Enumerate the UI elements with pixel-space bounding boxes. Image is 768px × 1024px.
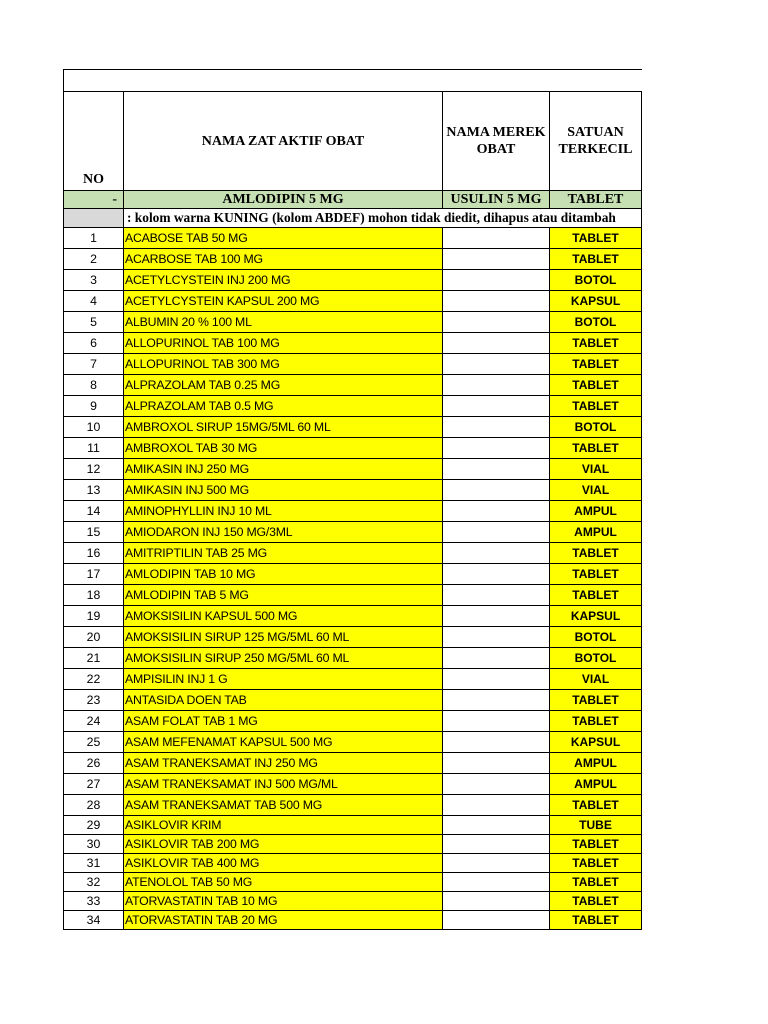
drug-name-cell[interactable]: ACABOSE TAB 50 MG bbox=[124, 228, 443, 249]
brand-name-cell[interactable] bbox=[443, 690, 550, 711]
table-row bbox=[64, 501, 642, 522]
unit-cell[interactable]: TABLET bbox=[550, 873, 642, 892]
unit-cell[interactable]: TABLET bbox=[550, 854, 642, 873]
brand-name-cell[interactable] bbox=[443, 333, 550, 354]
unit-cell[interactable]: BOTOL bbox=[550, 270, 642, 291]
table-row bbox=[64, 564, 642, 585]
brand-name-cell[interactable] bbox=[443, 648, 550, 669]
brand-name-cell[interactable] bbox=[443, 892, 550, 911]
drug-name-cell[interactable]: AMITRIPTILIN TAB 25 MG bbox=[124, 543, 443, 564]
row-number[interactable]: 6 bbox=[64, 333, 124, 354]
unit-cell[interactable]: TABLET bbox=[550, 911, 642, 930]
unit-cell[interactable]: KAPSUL bbox=[550, 291, 642, 312]
table-row bbox=[64, 911, 642, 930]
row-number[interactable]: 22 bbox=[64, 669, 124, 690]
drug-name-cell[interactable]: ASAM TRANEKSAMAT INJ 250 MG bbox=[124, 753, 443, 774]
brand-name-cell[interactable] bbox=[443, 438, 550, 459]
table-row bbox=[64, 438, 642, 459]
row-number[interactable]: 23 bbox=[64, 690, 124, 711]
row-number[interactable]: 3 bbox=[64, 270, 124, 291]
table-row bbox=[64, 522, 642, 543]
header-row bbox=[64, 92, 642, 191]
table-row bbox=[64, 270, 642, 291]
drug-name-cell[interactable]: ASIKLOVIR TAB 200 MG bbox=[124, 835, 443, 854]
brand-name-cell[interactable] bbox=[443, 585, 550, 606]
brand-name-cell[interactable] bbox=[443, 774, 550, 795]
row-number[interactable]: 15 bbox=[64, 522, 124, 543]
row-number[interactable]: 10 bbox=[64, 417, 124, 438]
row-number[interactable]: 7 bbox=[64, 354, 124, 375]
table-row bbox=[64, 732, 642, 753]
brand-name-cell[interactable] bbox=[443, 312, 550, 333]
drug-name-cell[interactable]: AMINOPHYLLIN INJ 10 ML bbox=[124, 501, 443, 522]
row-number[interactable]: 14 bbox=[64, 501, 124, 522]
row-number[interactable]: 16 bbox=[64, 543, 124, 564]
drug-name-cell[interactable]: ALPRAZOLAM TAB 0.25 MG bbox=[124, 375, 443, 396]
row-number[interactable]: 28 bbox=[64, 795, 124, 816]
drug-name-cell[interactable]: ALLOPURINOL TAB 100 MG bbox=[124, 333, 443, 354]
brand-name-cell[interactable] bbox=[443, 873, 550, 892]
table-row bbox=[64, 585, 642, 606]
table-row bbox=[64, 873, 642, 892]
drug-name-cell[interactable]: ALBUMIN 20 % 100 ML bbox=[124, 312, 443, 333]
brand-name-cell[interactable] bbox=[443, 732, 550, 753]
row-number[interactable]: 26 bbox=[64, 753, 124, 774]
table-row bbox=[64, 606, 642, 627]
brand-name-cell[interactable] bbox=[443, 228, 550, 249]
unit-cell[interactable]: VIAL bbox=[550, 459, 642, 480]
table-row bbox=[64, 711, 642, 732]
drug-name-cell[interactable]: ASAM TRANEKSAMAT INJ 500 MG/ML bbox=[124, 774, 443, 795]
unit-cell[interactable]: KAPSUL bbox=[550, 732, 642, 753]
row-number[interactable]: 13 bbox=[64, 480, 124, 501]
row-number[interactable]: 29 bbox=[64, 816, 124, 835]
drug-name-cell[interactable]: ATENOLOL TAB 50 MG bbox=[124, 873, 443, 892]
brand-name-cell[interactable] bbox=[443, 354, 550, 375]
row-number[interactable]: 27 bbox=[64, 774, 124, 795]
unit-cell[interactable]: TABLET bbox=[550, 354, 642, 375]
unit-cell[interactable]: BOTOL bbox=[550, 627, 642, 648]
header-brand[interactable]: NAMA MEREK OBAT bbox=[443, 92, 550, 191]
unit-cell[interactable]: TABLET bbox=[550, 333, 642, 354]
table-row bbox=[64, 312, 642, 333]
unit-cell[interactable]: TABLET bbox=[550, 892, 642, 911]
table-row bbox=[64, 835, 642, 854]
unit-cell[interactable]: VIAL bbox=[550, 480, 642, 501]
unit-cell[interactable]: VIAL bbox=[550, 669, 642, 690]
unit-cell[interactable]: TABLET bbox=[550, 543, 642, 564]
table-row bbox=[64, 396, 642, 417]
table-row bbox=[64, 753, 642, 774]
row-number[interactable]: 18 bbox=[64, 585, 124, 606]
example-brand[interactable]: USULIN 5 MG bbox=[443, 191, 550, 209]
brand-name-cell[interactable] bbox=[443, 669, 550, 690]
row-number[interactable]: 2 bbox=[64, 249, 124, 270]
row-number[interactable]: 20 bbox=[64, 627, 124, 648]
row-number[interactable]: 33 bbox=[64, 892, 124, 911]
brand-name-cell[interactable] bbox=[443, 911, 550, 930]
drug-name-cell[interactable]: AMIKASIN INJ 500 MG bbox=[124, 480, 443, 501]
table-row bbox=[64, 690, 642, 711]
row-number[interactable]: 34 bbox=[64, 911, 124, 930]
example-name[interactable]: AMLODIPIN 5 MG bbox=[124, 191, 443, 209]
unit-cell[interactable]: TABLET bbox=[550, 228, 642, 249]
unit-cell[interactable]: TABLET bbox=[550, 396, 642, 417]
unit-cell[interactable]: TABLET bbox=[550, 585, 642, 606]
table-row bbox=[64, 854, 642, 873]
table-row bbox=[64, 354, 642, 375]
brand-name-cell[interactable] bbox=[443, 375, 550, 396]
drug-name-cell[interactable]: AMBROXOL TAB 30 MG bbox=[124, 438, 443, 459]
brand-name-cell[interactable] bbox=[443, 459, 550, 480]
row-number[interactable]: 9 bbox=[64, 396, 124, 417]
unit-cell[interactable]: AMPUL bbox=[550, 774, 642, 795]
unit-cell[interactable]: TABLET bbox=[550, 690, 642, 711]
row-number[interactable]: 19 bbox=[64, 606, 124, 627]
drug-name-cell[interactable]: ASIKLOVIR TAB 400 MG bbox=[124, 854, 443, 873]
brand-name-cell[interactable] bbox=[443, 417, 550, 438]
table-row bbox=[64, 892, 642, 911]
brand-name-cell[interactable] bbox=[443, 854, 550, 873]
table-row bbox=[64, 543, 642, 564]
unit-cell[interactable]: BOTOL bbox=[550, 648, 642, 669]
drug-name-cell[interactable]: ACETYLCYSTEIN KAPSUL 200 MG bbox=[124, 291, 443, 312]
table-row bbox=[64, 774, 642, 795]
unit-cell[interactable]: BOTOL bbox=[550, 417, 642, 438]
brand-name-cell[interactable] bbox=[443, 396, 550, 417]
row-number[interactable]: 11 bbox=[64, 438, 124, 459]
unit-cell[interactable]: TABLET bbox=[550, 249, 642, 270]
table-row bbox=[64, 459, 642, 480]
table-row bbox=[64, 627, 642, 648]
note-text[interactable]: : kolom warna KUNING (kolom ABDEF) mohon tidak diedit, dihapus atau ditambah bbox=[124, 209, 642, 228]
drug-name-cell[interactable]: ATORVASTATIN TAB 20 MG bbox=[124, 911, 443, 930]
drug-name-cell[interactable]: AMOKSISILIN KAPSUL 500 MG bbox=[124, 606, 443, 627]
drug-name-cell[interactable]: AMLODIPIN TAB 10 MG bbox=[124, 564, 443, 585]
brand-name-cell[interactable] bbox=[443, 627, 550, 648]
note-color-swatch[interactable] bbox=[64, 209, 124, 228]
row-number[interactable]: 32 bbox=[64, 873, 124, 892]
spreadsheet bbox=[63, 69, 641, 930]
drug-name-cell[interactable]: AMOKSISILIN SIRUP 125 MG/5ML 60 ML bbox=[124, 627, 443, 648]
row-number[interactable]: 12 bbox=[64, 459, 124, 480]
table-row bbox=[64, 816, 642, 835]
drug-name-cell[interactable]: AMIKASIN INJ 250 MG bbox=[124, 459, 443, 480]
drug-name-cell[interactable]: ALLOPURINOL TAB 300 MG bbox=[124, 354, 443, 375]
unit-cell[interactable]: TABLET bbox=[550, 835, 642, 854]
row-number[interactable]: 1 bbox=[64, 228, 124, 249]
row-number[interactable]: 4 bbox=[64, 291, 124, 312]
row-number[interactable]: 25 bbox=[64, 732, 124, 753]
table-row bbox=[64, 291, 642, 312]
brand-name-cell[interactable] bbox=[443, 564, 550, 585]
row-number[interactable]: 24 bbox=[64, 711, 124, 732]
unit-cell[interactable]: TABLET bbox=[550, 711, 642, 732]
brand-name-cell[interactable] bbox=[443, 795, 550, 816]
drug-name-cell[interactable]: ATORVASTATIN TAB 10 MG bbox=[124, 892, 443, 911]
row-number[interactable]: 21 bbox=[64, 648, 124, 669]
header-no[interactable]: NO bbox=[64, 92, 124, 191]
brand-name-cell[interactable] bbox=[443, 522, 550, 543]
table-row bbox=[64, 648, 642, 669]
row-number[interactable]: 8 bbox=[64, 375, 124, 396]
drug-name-cell[interactable]: AMIODARON INJ 150 MG/3ML bbox=[124, 522, 443, 543]
unit-cell[interactable]: BOTOL bbox=[550, 312, 642, 333]
brand-name-cell[interactable] bbox=[443, 835, 550, 854]
drug-name-cell[interactable]: AMBROXOL SIRUP 15MG/5ML 60 ML bbox=[124, 417, 443, 438]
unit-cell[interactable]: KAPSUL bbox=[550, 606, 642, 627]
header-unit[interactable]: SATUAN TERKECIL bbox=[550, 92, 642, 191]
row-number[interactable]: 17 bbox=[64, 564, 124, 585]
unit-cell[interactable]: TABLET bbox=[550, 564, 642, 585]
unit-cell[interactable]: TABLET bbox=[550, 375, 642, 396]
brand-name-cell[interactable] bbox=[443, 291, 550, 312]
table-row bbox=[64, 480, 642, 501]
drug-name-cell[interactable]: ALPRAZOLAM TAB 0.5 MG bbox=[124, 396, 443, 417]
brand-name-cell[interactable] bbox=[443, 753, 550, 774]
table-row bbox=[64, 795, 642, 816]
drug-name-cell[interactable]: ASAM FOLAT TAB 1 MG bbox=[124, 711, 443, 732]
note-row bbox=[64, 209, 642, 228]
drug-name-cell[interactable]: ASIKLOVIR KRIM bbox=[124, 816, 443, 835]
unit-cell[interactable]: TABLET bbox=[550, 795, 642, 816]
unit-cell[interactable]: TABLET bbox=[550, 438, 642, 459]
table-row bbox=[64, 228, 642, 249]
brand-name-cell[interactable] bbox=[443, 249, 550, 270]
drug-name-cell[interactable]: ASAM MEFENAMAT KAPSUL 500 MG bbox=[124, 732, 443, 753]
table-row bbox=[64, 669, 642, 690]
brand-name-cell[interactable] bbox=[443, 606, 550, 627]
table-row bbox=[64, 375, 642, 396]
unit-cell[interactable]: AMPUL bbox=[550, 522, 642, 543]
row-number[interactable]: 30 bbox=[64, 835, 124, 854]
unit-cell[interactable]: AMPUL bbox=[550, 501, 642, 522]
brand-name-cell[interactable] bbox=[443, 480, 550, 501]
drug-name-cell[interactable]: ANTASIDA DOEN TAB bbox=[124, 690, 443, 711]
header-name[interactable]: NAMA ZAT AKTIF OBAT bbox=[124, 92, 443, 191]
brand-name-cell[interactable] bbox=[443, 816, 550, 835]
table-row bbox=[64, 417, 642, 438]
row-number[interactable]: 31 bbox=[64, 854, 124, 873]
unit-cell[interactable]: TUBE bbox=[550, 816, 642, 835]
drug-name-cell[interactable]: AMOKSISILIN SIRUP 250 MG/5ML 60 ML bbox=[124, 648, 443, 669]
medicine-table bbox=[63, 69, 642, 930]
drug-name-cell[interactable]: ASAM TRANEKSAMAT TAB 500 MG bbox=[124, 795, 443, 816]
table-row bbox=[64, 249, 642, 270]
example-unit[interactable]: TABLET bbox=[550, 191, 642, 209]
brand-name-cell[interactable] bbox=[443, 270, 550, 291]
brand-name-cell[interactable] bbox=[443, 543, 550, 564]
drug-name-cell[interactable]: ACETYLCYSTEIN INJ 200 MG bbox=[124, 270, 443, 291]
brand-name-cell[interactable] bbox=[443, 711, 550, 732]
drug-name-cell[interactable]: ACARBOSE TAB 100 MG bbox=[124, 249, 443, 270]
drug-name-cell[interactable]: AMLODIPIN TAB 5 MG bbox=[124, 585, 443, 606]
example-no[interactable]: - bbox=[64, 191, 124, 209]
row-number[interactable]: 5 bbox=[64, 312, 124, 333]
blank-top-row bbox=[64, 70, 642, 92]
drug-name-cell[interactable]: AMPISILIN INJ 1 G bbox=[124, 669, 443, 690]
brand-name-cell[interactable] bbox=[443, 501, 550, 522]
example-row bbox=[64, 191, 642, 209]
blank-cell[interactable] bbox=[64, 70, 642, 92]
table-row bbox=[64, 333, 642, 354]
unit-cell[interactable]: AMPUL bbox=[550, 753, 642, 774]
